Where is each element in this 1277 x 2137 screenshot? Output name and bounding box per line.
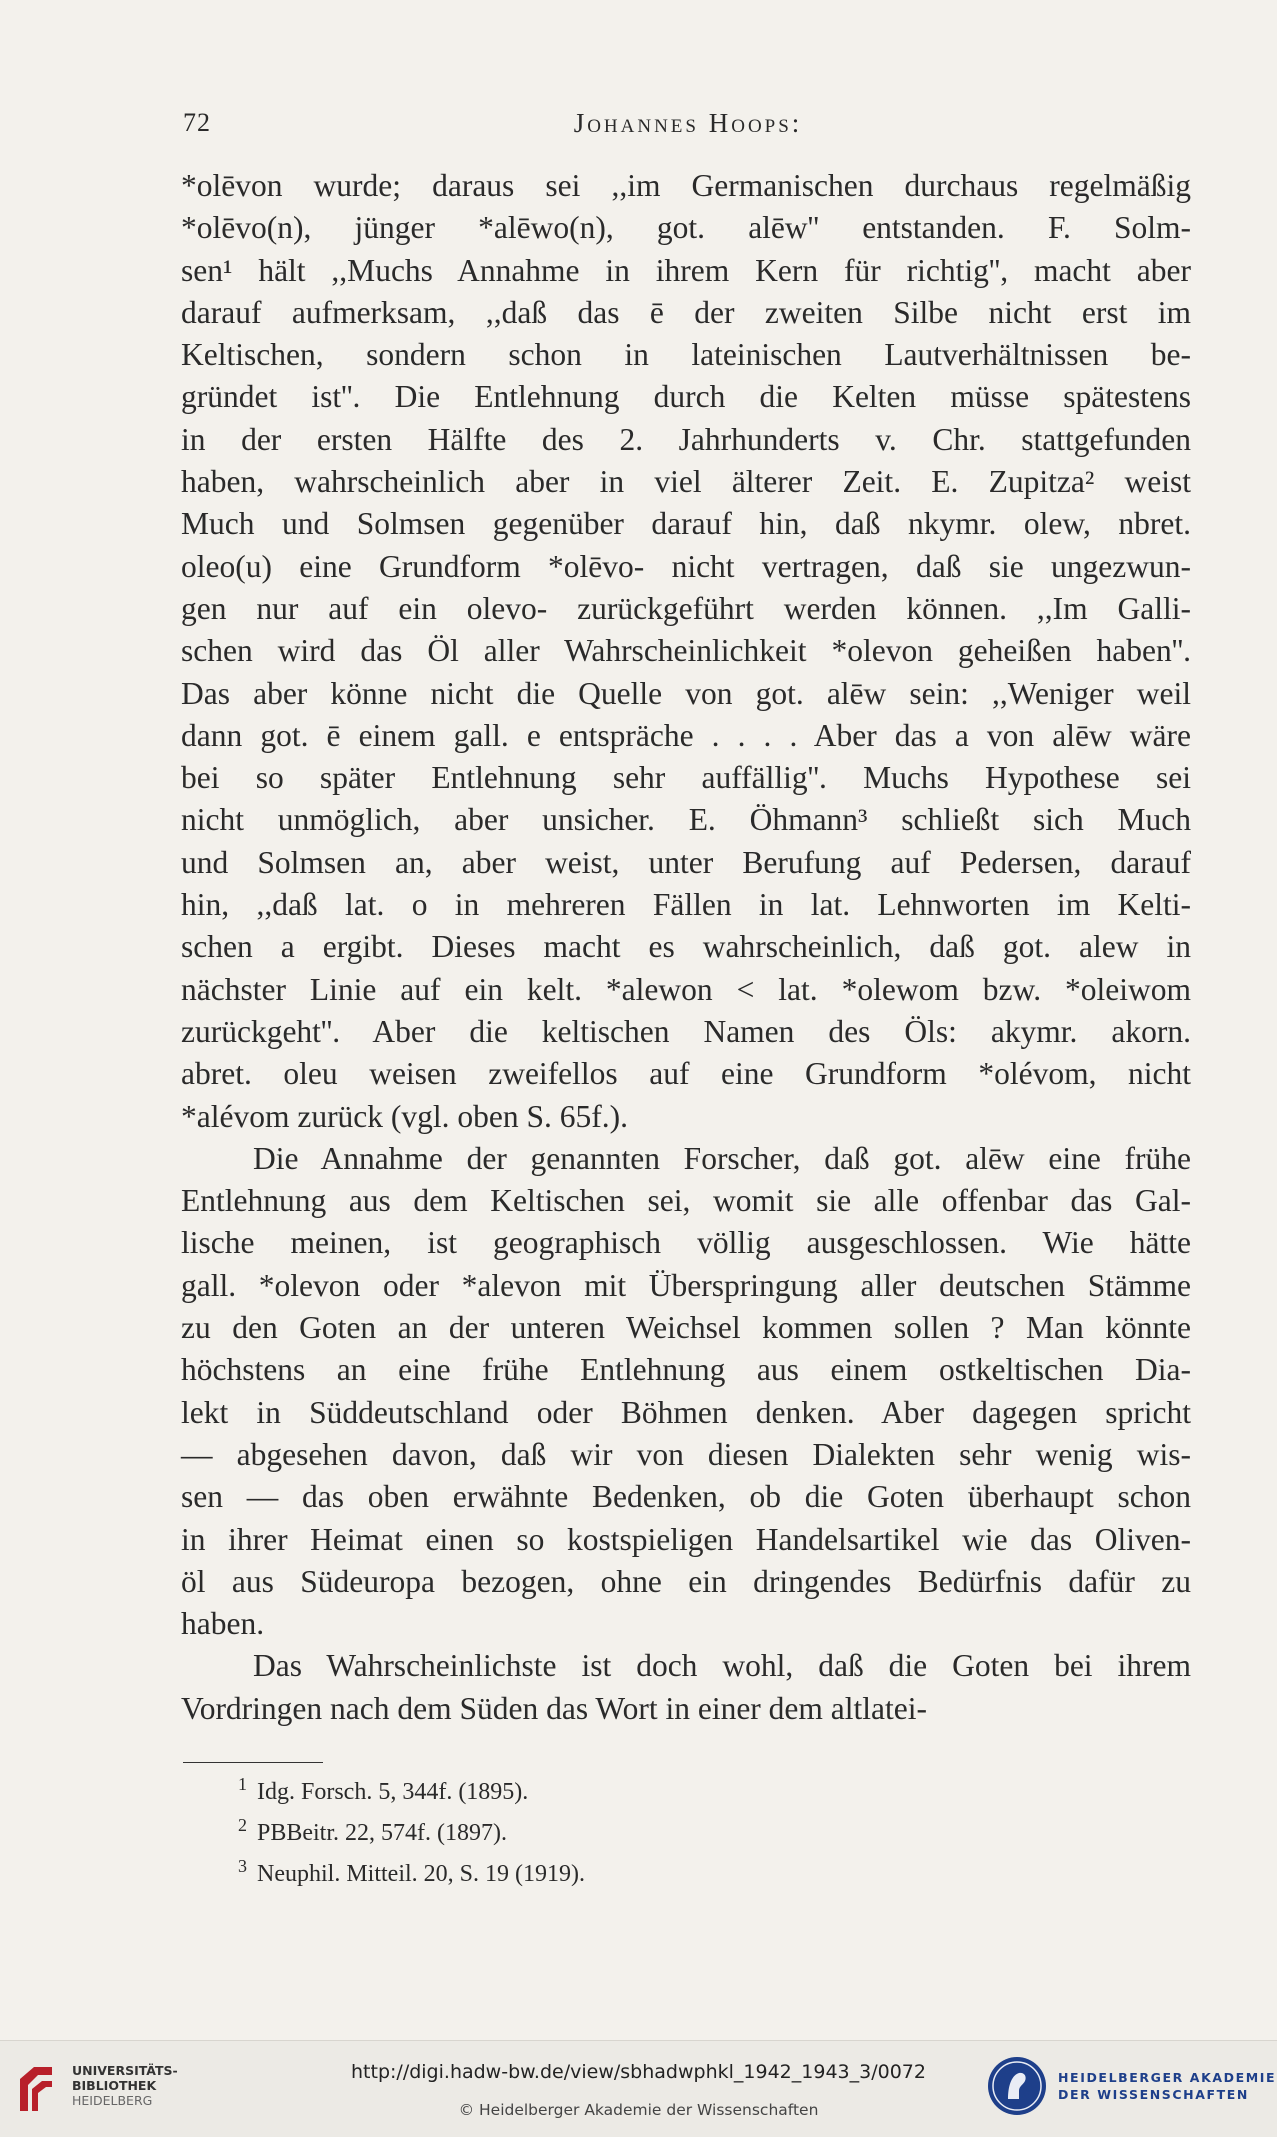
text-line: — abgesehen davon, daß wir von diesen Dialekten sehr wenig wis- — [181, 1436, 1191, 1472]
footnote — [238, 1809, 585, 1850]
text-line: schen a ergibt. Dieses macht es wahrscheinlich, daß got. alew in — [181, 929, 1191, 965]
footnote — [238, 1850, 585, 1891]
library-name: UNIVERSITÄTS- BIBLIOTHEK HEIDELBERG — [72, 2063, 178, 2108]
text-line: und Solmsen an, aber weist, unter Berufung auf Pedersen, darauf — [181, 844, 1191, 880]
text-line: haben, wahrscheinlich aber in viel älterer Zeit. E. Zupitza² weist — [181, 464, 1191, 500]
text-line: dann got. ē einem gall. e entspräche . . . . Aber das a von alēw wäre — [181, 717, 1191, 753]
text-line: *olēvon wurde; daraus sei ,,im Germanischen durchaus regelmäßig — [181, 168, 1191, 203]
copyright-notice: © Heidelberger Akademie der Wissenschaften — [458, 2101, 819, 2119]
text-line: sen — das oben erwähnte Bedenken, ob die Goten überhaupt schon — [181, 1479, 1191, 1515]
text-line: lische meinen, ist geographisch völlig ausgeschlossen. Wie hätte — [181, 1225, 1191, 1261]
text-line: *alévom zurück (vgl. oben S. 65f.). — [181, 1098, 629, 1134]
footnotes — [238, 1768, 585, 1891]
running-head: Johannes Hoops: — [573, 108, 803, 138]
text-line: Vordringen nach dem Süden das Wort in einer dem altlatei- — [181, 1690, 927, 1726]
text-line: Das aber könne nicht die Quelle von got. alēw sein: ,,Weniger weil — [181, 675, 1191, 711]
footnote — [238, 1768, 585, 1809]
footnote-mark: 3 — [238, 1856, 247, 1876]
text-line: gründet ist''. Die Entlehnung durch die Kelten müsse spätestens — [181, 379, 1191, 415]
text-line: nicht unmöglich, aber unsicher. E. Öhmann³ schließt sich Much — [181, 802, 1191, 838]
academy-name: HEIDELBERGER AKADEMIE DER WISSENSCHAFTEN — [1058, 2070, 1277, 2102]
text-line: öl aus Südeuropa bezogen, ohne ein dringendes Bedürfnis dafür zu — [181, 1563, 1191, 1599]
viewer-footer — [0, 2040, 1277, 2137]
body-text — [181, 165, 1191, 1730]
footnote-text: Neuphil. Mitteil. 20, S. 19 (1919). — [257, 1861, 585, 1887]
footnote-text: Idg. Forsch. 5, 344f. (1895). — [257, 1779, 529, 1805]
footnote-text: PBBeitr. 22, 574f. (1897). — [257, 1820, 507, 1846]
footnote-mark: 1 — [238, 1774, 247, 1794]
text-line: darauf aufmerksam, ,,daß das ē der zweiten Silbe nicht erst im — [181, 294, 1191, 330]
text-line: Das Wahrscheinlichste ist doch wohl, daß die Goten bei ihrem — [253, 1648, 1191, 1684]
text-line: nächster Linie auf ein kelt. *alewon < lat. *olewom bzw. *oleiwom — [181, 971, 1191, 1007]
text-line: zurückgeht''. Aber die keltischen Namen des Öls: akymr. akorn. — [181, 1013, 1191, 1049]
text-line: gen nur auf ein olevo- zurückgeführt werden können. ,,Im Galli- — [181, 590, 1191, 626]
permalink-url[interactable]: http://digi.hadw-bw.de/view/sbhadwphkl_1942_1943_3/0072 — [351, 2061, 926, 2083]
text-line: in der ersten Hälfte des 2. Jahrhunderts v. Chr. stattgefunden — [181, 421, 1191, 457]
text-line: abret. oleu weisen zweifellos auf eine Grundform *olévom, nicht — [181, 1056, 1191, 1092]
text-line: schen wird das Öl aller Wahrscheinlichkeit *olevon geheißen haben''. — [181, 633, 1191, 669]
text-line: Keltischen, sondern schon in lateinischen Lautverhältnissen be- — [181, 337, 1191, 373]
text-line: Much und Solmsen gegenüber darauf hin, daß nkymr. olew, nbret. — [181, 506, 1191, 542]
page-number: 72 — [183, 108, 211, 137]
text-line: in ihrer Heimat einen so kostspieligen Handelsartikel wie das Oliven- — [181, 1521, 1191, 1557]
text-line: *olēvo(n), jünger *alēwo(n), got. alēw'' entstanden. F. Solm- — [181, 210, 1191, 246]
text-line: zu den Goten an der unteren Weichsel kommen sollen ? Man könnte — [181, 1310, 1191, 1346]
text-line: höchstens an eine frühe Entlehnung aus einem ostkeltischen Dia- — [181, 1352, 1191, 1388]
text-line: Entlehnung aus dem Keltischen sei, womit sie alle offenbar das Gal- — [181, 1183, 1191, 1219]
academy-seal-icon — [986, 2055, 1048, 2117]
text-line: Die Annahme der genannten Forscher, daß got. alēw eine frühe — [253, 1140, 1191, 1176]
footnote-mark: 2 — [238, 1815, 247, 1835]
text-line: bei so später Entlehnung sehr auffällig''. Muchs Hypothese sei — [181, 760, 1191, 796]
text-line: haben. — [181, 1606, 265, 1642]
text-line: sen¹ hält ,,Muchs Annahme in ihrem Kern für richtig'', macht aber — [181, 252, 1191, 288]
text-line: lekt in Süddeutschland oder Böhmen denken. Aber dagegen spricht — [181, 1394, 1191, 1430]
text-line: gall. *olevon oder *alevon mit Überspringung aller deutschen Stämme — [181, 1267, 1191, 1303]
text-line: hin, ,,daß lat. o in mehreren Fällen in lat. Lehnworten im Kelti- — [181, 887, 1191, 923]
text-line: oleo(u) eine Grundform *olēvo- nicht vertragen, daß sie ungezwun- — [181, 548, 1191, 584]
footnote-rule — [183, 1762, 323, 1763]
